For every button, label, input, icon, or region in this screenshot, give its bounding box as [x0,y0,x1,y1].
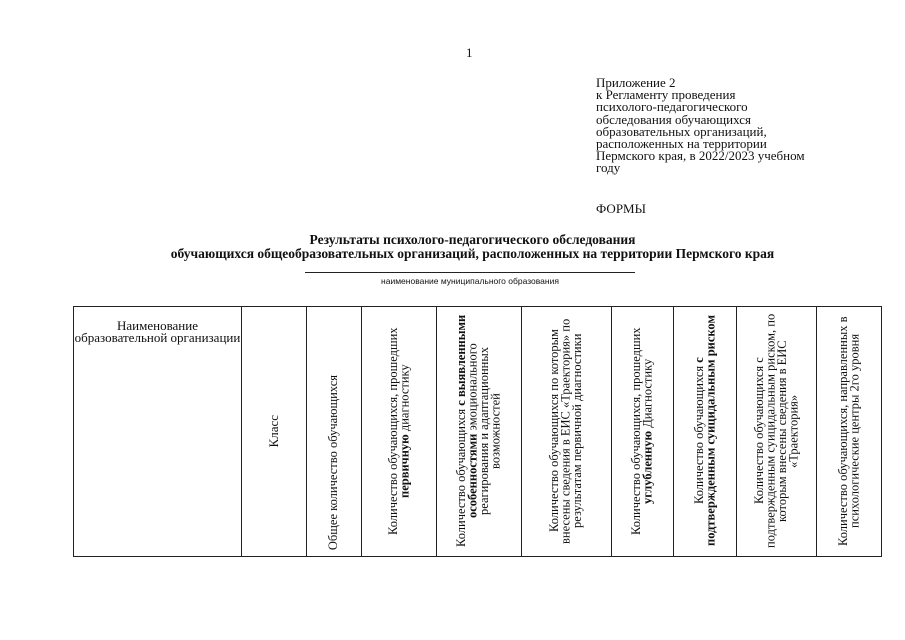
header-eis-primary [522,307,612,557]
header-centers [817,307,882,557]
header-deep [612,307,674,557]
forms-label: ФОРМЫ [596,201,646,216]
appendix-line: к Регламенту проведения [596,87,736,103]
page-number: 1 [466,45,473,60]
header-label [385,312,411,550]
appendix-block [596,77,858,175]
header-text: Количество обучающихся, прошедших [629,327,643,535]
header-text: Количество обучающихся [691,363,706,505]
header-text: Количество обучающихся [454,405,468,548]
header-label [631,312,654,550]
header-text: диагностику [397,364,411,435]
header-label: Количество обучающихся по которым внесены сведения в ЕИС «Траектория» по результатам первичной диагностики [547,318,585,544]
appendix-line: Пермского края, в 2022/2023 учебном [596,148,805,164]
header-text-bold: первичную [397,434,411,498]
municipality-caption: наименование муниципального образования [381,276,559,286]
title-line-2: обучающихся общеобразовательных организаций, расположенных на территории Пермского края [170,245,775,261]
header-label: Количество обучающихся с подтвержденным суицидальным риском, по которым внесены сведения в ЕИС «Траектория» [751,313,800,549]
header-label: Наименование образовательной организации [74,318,241,345]
appendix-line: психолого-педагогического [596,99,748,115]
header-label: Класс [266,415,282,448]
appendix-line: Приложение 2 [596,75,676,90]
appendix-line: году [596,160,621,176]
header-total [307,307,362,557]
header-text-bold: с выявленными особенностями [454,314,480,519]
appendix-line: расположенных на территории [596,136,767,152]
header-eis-suicidal [737,307,817,557]
header-text-bold: с подтвержденным суицидальным риском [691,315,717,547]
header-label [691,312,717,550]
header-class [242,307,307,557]
title-line-1: Результаты психолого-педагогического обследования [309,232,636,247]
results-table [73,306,882,557]
table-header-row [74,307,882,557]
header-label: Количество обучающихся, направленных в психологические центры 2го уровня [835,316,861,546]
header-suicidal [674,307,737,557]
header-text-bold: углубленную [640,430,655,504]
header-org-name [74,307,242,557]
header-label [456,312,502,550]
appendix-line: обследования обучающихся [596,111,751,127]
header-text: эмоционального реагирования и адаптационных возможностей [465,343,503,515]
document-title [100,233,845,260]
header-primary [362,307,437,557]
header-label: Общее количество обучающихся [326,374,341,550]
municipality-fill-line [305,272,635,273]
header-text: Диагностику [640,358,655,431]
header-text: Количество обучающихся, прошедших [385,327,400,535]
header-features [437,307,522,557]
appendix-line: образовательных организаций, [596,123,767,139]
